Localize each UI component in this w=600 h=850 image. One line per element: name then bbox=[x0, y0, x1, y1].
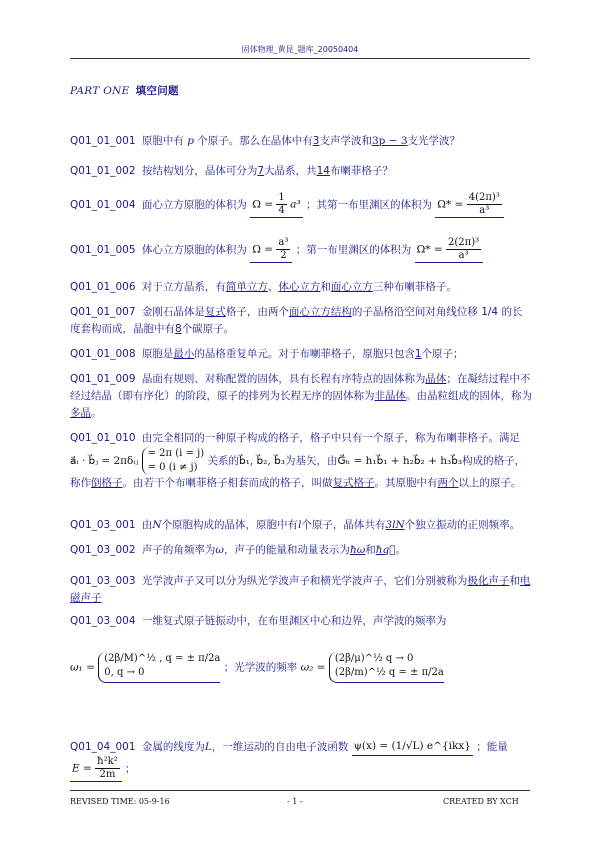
question-id: Q01_03_004 bbox=[70, 615, 136, 627]
numerator: 2(2π)³ bbox=[448, 237, 480, 248]
numerator: ħ²k² bbox=[97, 756, 118, 767]
question-text: 个原子。那么在晶体中有 bbox=[197, 135, 313, 147]
formula-reciprocal-relation: a⃗ᵢ · b⃗ⱼ = 2πδᵢⱼ bbox=[70, 455, 139, 467]
question-text: 原胞是 bbox=[141, 348, 174, 360]
question-id: Q01_01_008 bbox=[70, 348, 136, 360]
question-text: 的子晶格沿空间对角线位移 1/4 的长度套构而成，晶胞中有 bbox=[70, 306, 523, 335]
math-symbol: N bbox=[152, 519, 162, 531]
question-q01-01-009 bbox=[70, 371, 532, 422]
formula-lhs: Ω* = bbox=[416, 243, 443, 256]
answer: 两个 bbox=[437, 477, 459, 489]
question-text: 个原胞构成的晶体，原胞中有 bbox=[161, 519, 299, 531]
formula-fcc-bz-volume bbox=[435, 192, 504, 218]
question-text: 晶面有规则、对称配置的固体，具有长程有序特点的固体称为 bbox=[141, 373, 426, 385]
question-text: ；其第一布里渊区的体积为 bbox=[305, 199, 432, 211]
question-id: Q01_01_002 bbox=[70, 165, 136, 177]
formula-lhs: E = bbox=[72, 762, 92, 775]
question-q01-01-007 bbox=[70, 304, 532, 338]
question-text: ；光学波的频率 bbox=[223, 661, 298, 674]
question-text: 一维复式原子链振动中，在布里渊区中心和边界，声学波的频率为 bbox=[141, 615, 447, 627]
question-text: ，一维运动的自由电子波函数 bbox=[211, 741, 349, 753]
question-text: ；能量 bbox=[476, 741, 508, 753]
cases-brace bbox=[142, 447, 205, 475]
footer-author: CREATED BY XCH bbox=[443, 797, 519, 806]
question-q01-01-002 bbox=[70, 163, 532, 180]
question-text: 支声学波和 bbox=[319, 135, 372, 147]
formula-lhs: ω₂ = bbox=[300, 661, 326, 674]
formula-basis-vectors: b⃗₁, b⃗₂, b⃗₃ bbox=[238, 455, 285, 467]
denominator: 2 bbox=[280, 250, 287, 261]
answer: 多晶 bbox=[70, 407, 91, 419]
footer-page-number: - 1 - bbox=[287, 797, 303, 806]
math-symbol: p bbox=[187, 135, 194, 147]
question-id: Q01_03_002 bbox=[70, 544, 136, 556]
formula-reciprocal-vector: G⃗ₕ = h₁b⃗₁ + h₂b⃗₂ + h₃b⃗₃ bbox=[337, 455, 463, 467]
fraction bbox=[276, 192, 286, 217]
formula-lhs: Ω = bbox=[252, 198, 274, 211]
denominator: a³ bbox=[479, 205, 490, 216]
question-text: 金属的线度为 bbox=[141, 741, 205, 753]
question-text: 光学波声子又可以分为纵光学波声子和横光学波声子，它们分别被称为 bbox=[141, 575, 468, 587]
question-text: 个独立振动的正则频率。 bbox=[404, 519, 521, 531]
answer: 3 bbox=[312, 135, 320, 147]
answer: 面心立方 bbox=[330, 281, 373, 293]
answer: 极化声子 bbox=[467, 575, 510, 587]
fraction bbox=[467, 192, 502, 217]
question-text: 个原子，晶体共有 bbox=[301, 519, 386, 531]
section-heading bbox=[70, 83, 179, 98]
answer: 7 bbox=[257, 165, 265, 177]
question-q01-03-001 bbox=[70, 517, 532, 534]
answer: 倒格子 bbox=[91, 477, 123, 489]
question-text: 为基矢，由 bbox=[284, 455, 338, 467]
question-text: ；第一布里渊区的体积为 bbox=[295, 244, 412, 256]
question-text: ； bbox=[125, 763, 136, 775]
question-text: 构成的格子，称作 bbox=[70, 455, 526, 489]
question-text: 以上的原子。 bbox=[458, 477, 522, 489]
answer: 电磁声子 bbox=[70, 575, 531, 604]
answer: 非晶体 bbox=[374, 390, 406, 402]
denominator: 4 bbox=[278, 205, 285, 216]
question-text: 、 bbox=[267, 281, 279, 293]
question-id: Q01_03_001 bbox=[70, 519, 136, 531]
question-text: 个碳原子。 bbox=[181, 323, 235, 335]
question-text: 金刚石晶体是 bbox=[141, 306, 205, 318]
question-text: 布喇菲格子？ bbox=[329, 165, 393, 177]
case-row: (2β/μ)^½ q → 0 bbox=[334, 653, 414, 664]
question-text: 原胞中有 bbox=[141, 135, 184, 147]
question-q01-04-001 bbox=[70, 738, 532, 782]
answer: 体心立方 bbox=[278, 281, 321, 293]
question-q01-01-008 bbox=[70, 346, 532, 363]
question-text: 。其原胞中有 bbox=[374, 477, 438, 489]
formula-bcc-bz-volume bbox=[415, 237, 484, 263]
answer: ħω bbox=[349, 544, 366, 556]
question-id: Q01_01_001 bbox=[70, 135, 136, 147]
question-id: Q01_01_007 bbox=[70, 306, 136, 318]
question-id: Q01_01_010 bbox=[70, 432, 136, 444]
footer-rule bbox=[70, 790, 530, 791]
case-row: = 2π (i = j) bbox=[147, 448, 205, 459]
question-text: 和 bbox=[365, 544, 376, 556]
question-id: Q01_01_004 bbox=[70, 199, 136, 211]
question-q01-03-002 bbox=[70, 542, 532, 559]
question-text: 大晶系，共 bbox=[264, 165, 317, 177]
numerator: 4(2π)³ bbox=[468, 192, 500, 203]
answer: 8 bbox=[175, 323, 182, 335]
case-row: 0, q → 0 bbox=[104, 667, 145, 678]
dispersion-formulas bbox=[70, 652, 532, 683]
question-q01-01-005 bbox=[70, 237, 532, 263]
question-q01-01-006 bbox=[70, 279, 532, 296]
question-q01-03-004 bbox=[70, 613, 532, 630]
answer: ħq⃗ bbox=[375, 544, 396, 556]
question-text: 的晶格重复单元。对于布喇菲格子，原胞只包含 bbox=[194, 348, 415, 360]
question-text: 面心立方原胞的体积为 bbox=[141, 199, 247, 211]
numerator: 1 bbox=[278, 192, 285, 203]
case-row: (2β/m)^½ q = ± π/2a bbox=[334, 667, 444, 678]
formula-lhs: ω₁ = bbox=[70, 661, 95, 674]
question-text: 。 bbox=[91, 407, 102, 419]
optical-cases bbox=[329, 652, 444, 683]
fraction bbox=[446, 237, 481, 262]
case-row: (2β/M)^½ , q = ± π/2a bbox=[104, 653, 221, 664]
acoustic-cases bbox=[98, 652, 220, 683]
question-text: ；在凝结过程中不经过结晶（即有序化）的阶段，原子的排列为长程无序的固体称为 bbox=[70, 373, 531, 402]
question-text: 个原子； bbox=[421, 348, 464, 360]
formula-wavefunction: ψ(x) = (1/√L) e^{ikx} bbox=[352, 738, 473, 756]
question-text: 关系的 bbox=[207, 455, 239, 467]
answer: 面心立方结构 bbox=[288, 306, 352, 318]
case-row: = 0 (i ≠ j) bbox=[147, 462, 198, 473]
page-header: 固体物理_黄昆_题库_20050404 bbox=[241, 45, 359, 54]
answer: 最小 bbox=[173, 348, 195, 360]
question-q01-01-004 bbox=[70, 192, 532, 218]
math-symbol: l bbox=[298, 519, 302, 531]
formula-bcc-volume bbox=[250, 237, 292, 263]
math-symbol: ω bbox=[215, 544, 224, 556]
answer: 1 bbox=[414, 348, 422, 360]
answer: 3lN bbox=[385, 519, 405, 531]
answer: 复式格子 bbox=[332, 477, 375, 489]
question-text: 和 bbox=[509, 575, 520, 587]
question-id: Q01_03_003 bbox=[70, 575, 136, 587]
question-text: 体心立方原胞的体积为 bbox=[141, 244, 247, 256]
fraction bbox=[276, 237, 290, 262]
answer: 简单立方 bbox=[225, 281, 268, 293]
formula-energy bbox=[70, 756, 122, 782]
formula-fcc-volume bbox=[250, 192, 302, 218]
math-symbol: L bbox=[204, 741, 212, 753]
answer: 复式 bbox=[204, 306, 226, 318]
part-label: PART ONE bbox=[70, 85, 130, 97]
question-id: Q01_01_005 bbox=[70, 244, 136, 256]
question-text: 对于立方晶系，有 bbox=[141, 281, 226, 293]
question-text: 三种布喇菲格子。 bbox=[372, 281, 457, 293]
numerator: a³ bbox=[278, 237, 289, 248]
question-text: 声子的角频率为 bbox=[141, 544, 216, 556]
question-text: ，声子的能量和动量表示为 bbox=[223, 544, 350, 556]
question-text: 由 bbox=[141, 519, 153, 531]
question-q01-01-001 bbox=[70, 133, 532, 150]
answer: 晶体 bbox=[425, 373, 447, 385]
question-text: 按结构划分，晶体可分为 bbox=[141, 165, 258, 177]
formula-tail: a³ bbox=[290, 198, 301, 211]
fraction bbox=[95, 756, 120, 781]
question-id: Q01_04_001 bbox=[70, 741, 136, 753]
question-id: Q01_01_006 bbox=[70, 281, 136, 293]
denominator: 2m bbox=[99, 769, 116, 780]
question-text: 和 bbox=[320, 281, 331, 293]
question-q01-03-003 bbox=[70, 573, 532, 607]
formula-lhs: Ω* = bbox=[437, 198, 464, 211]
question-text: 支光学波？ bbox=[407, 135, 461, 147]
denominator: a³ bbox=[458, 250, 469, 261]
footer-revised: REVISED TIME: 05-9-16 bbox=[70, 797, 170, 806]
question-text: 。由若干个布喇菲格子相套而成的格子，叫做 bbox=[122, 477, 333, 489]
formula-lhs: Ω = bbox=[252, 243, 274, 256]
part-title: 填空问题 bbox=[135, 85, 179, 97]
question-q01-01-010 bbox=[70, 430, 532, 492]
question-id: Q01_01_009 bbox=[70, 373, 136, 385]
answer: 3p − 3 bbox=[371, 135, 408, 147]
question-text: 。 bbox=[395, 544, 407, 556]
header-rule bbox=[70, 58, 530, 59]
question-text: 。由晶粒组成的固体，称为 bbox=[406, 390, 532, 402]
question-text: 由完全相同的一种原子构成的格子，格子中只有一个原子，称为布喇菲格子。满足 bbox=[141, 432, 520, 444]
question-text: 格子，由两个 bbox=[225, 306, 289, 318]
answer: 14 bbox=[316, 165, 330, 177]
